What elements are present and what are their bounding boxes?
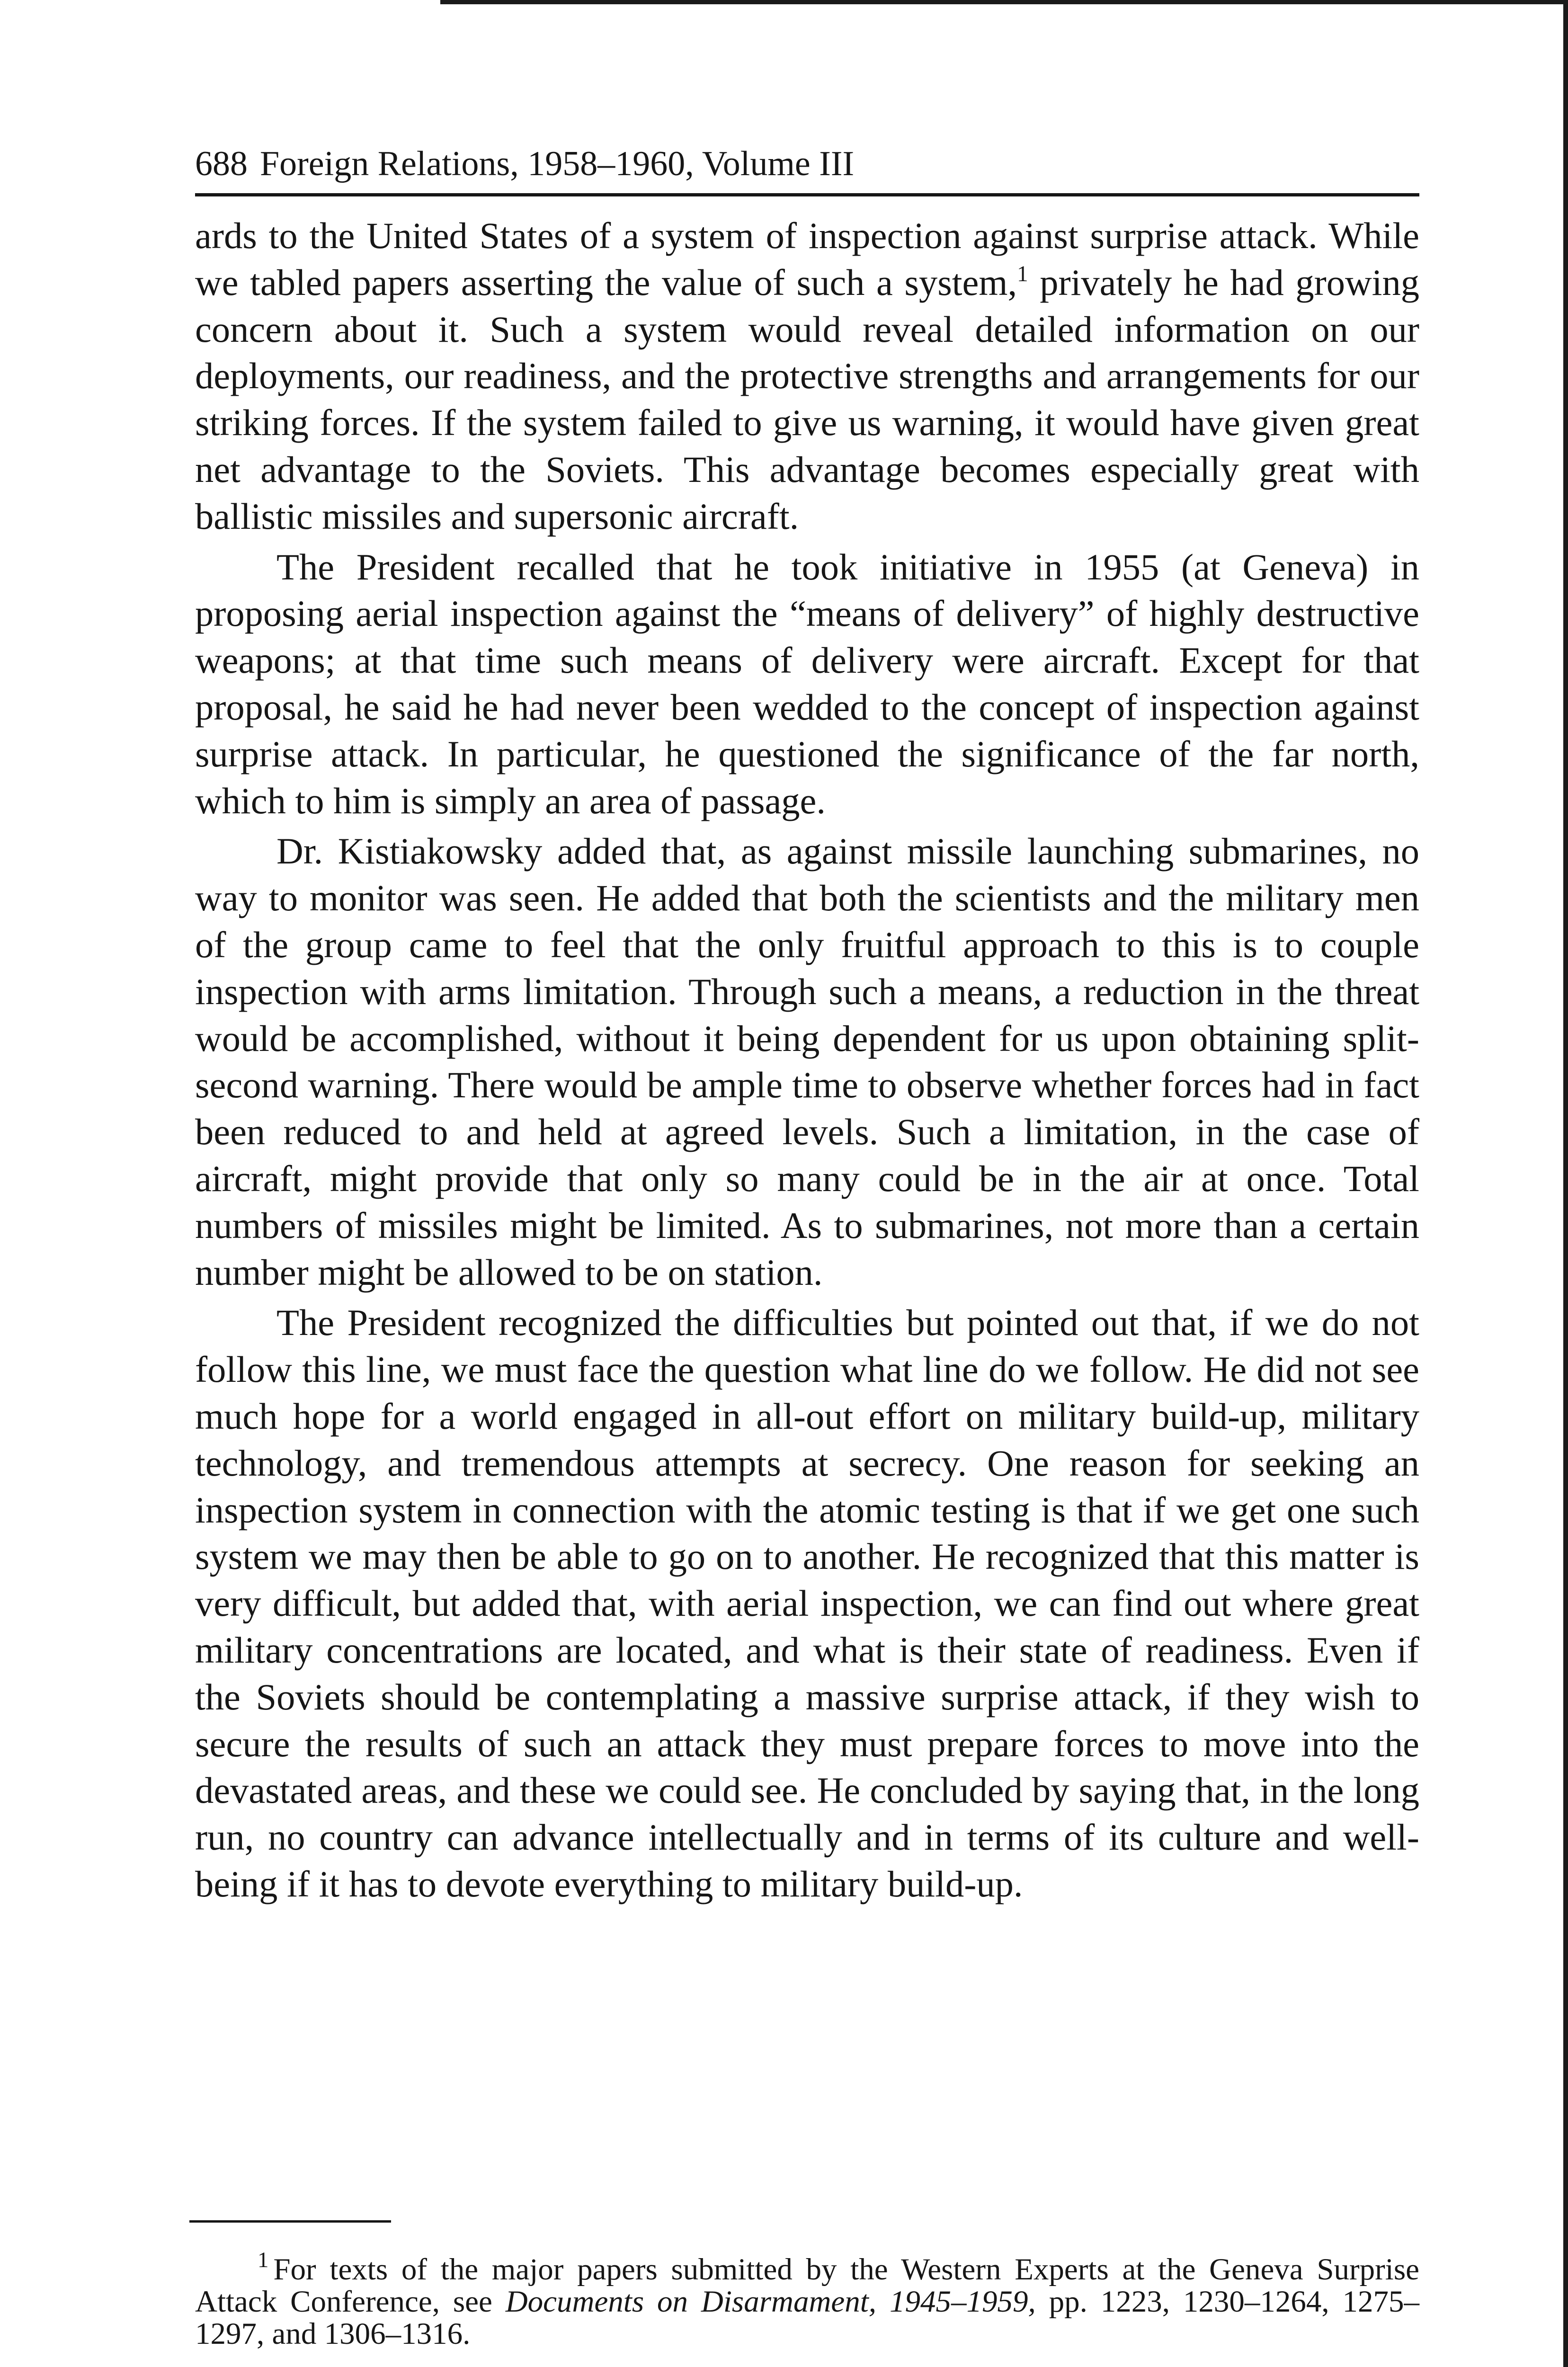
paragraph-3: Dr. Kistiakowsky added that, as against missile launching submarines, no way to monitor was seen. He added that both the scientists and the military men of the group came to feel that the only fruitful approach to this is to couple inspection with arms limitation. Through such a means, a reduction in the threat would be accomplished, without it being dependent for us upon obtaining split-second warning. There would be ample time to observe whether forces had in fact been reduced to and held at agreed levels. Such a limitation, in the case of aircraft, might provide that only so many could be in the air at once. Total numbers of missiles might be limited. As to submarines, not more than a certain number might be allowed to be on station. — [195, 830, 1419, 1293]
paragraph-1 — [195, 213, 1419, 540]
footnote-text-after: pp. 1223, 1230–1264, 1275–1297, and 1306–1316. — [195, 2285, 1419, 2351]
footnote-rule — [189, 2220, 391, 2223]
footnote-1 — [195, 2248, 1419, 2351]
footnote-text-before: For texts of the major papers submitted by the Western Experts at the Geneva Surprise Attack Conference, see — [195, 2252, 1419, 2319]
running-head-title: Foreign Relations, 1958–1960, Volume III — [260, 144, 855, 183]
page-number: 688 — [195, 144, 248, 183]
scan-border-top — [440, 0, 1568, 4]
paragraph-1-part-b: privately he had growing concern about it. Such a system would reveal detailed information on our deployments, our readiness, and the protective strengths and arrangements for our striking forces. If the system failed to give us warning, it would have given great net advantage to the Soviets. This advantage becomes especially great with ballistic missiles and supersonic aircraft. — [195, 261, 1419, 537]
running-head — [195, 140, 1419, 196]
paragraph-1-part-a: ards to the United States of a system of inspection against surprise attack. While we tabled papers asserting the value of such a system, — [195, 215, 1419, 303]
footnote-number: 1 — [258, 2248, 269, 2273]
scan-border-right — [1563, 0, 1568, 2367]
footnote-cited-title: Documents on Disarmament, 1945–1959, — [505, 2285, 1036, 2319]
body-text — [195, 213, 1419, 1908]
footnote-reference-1: 1 — [1017, 261, 1028, 286]
paragraph-2: The President recalled that he took initiative in 1955 (at Geneva) in proposing aerial inspection against the “means of delivery” of highly destructive weapons; at that time such means of delivery were aircraft. Except for that proposal, he said he had never been wedded to the concept of inspection against surprise attack. In particular, he questioned the significance of the far north, which to him is simply an area of passage. — [195, 546, 1419, 821]
paragraph-4: The President recognized the difficulties but pointed out that, if we do not follow this line, we must face the question what line do we follow. He did not see much hope for a world engaged in all-out effort on military build-up, military technology, and tremendous attempts at secrecy. One reason for seeking an inspection system in connection with the atomic testing is that if we get one such system we may then be able to go on to another. He recognized that this matter is very difficult, but added that, with aerial inspection, we can find out where great military concentrations are located, and what is their state of readiness. Even if the Soviets should be contemplating a massive surprise attack, if they wish to secure the results of such an attack they must prepare forces to move into the devastated areas, and these we could see. He concluded by saying that, in the long run, no country can advance intellectually and in terms of its culture and well-being if it has to devote everything to military build-up. — [195, 1302, 1419, 1904]
book-page — [195, 140, 1419, 1912]
